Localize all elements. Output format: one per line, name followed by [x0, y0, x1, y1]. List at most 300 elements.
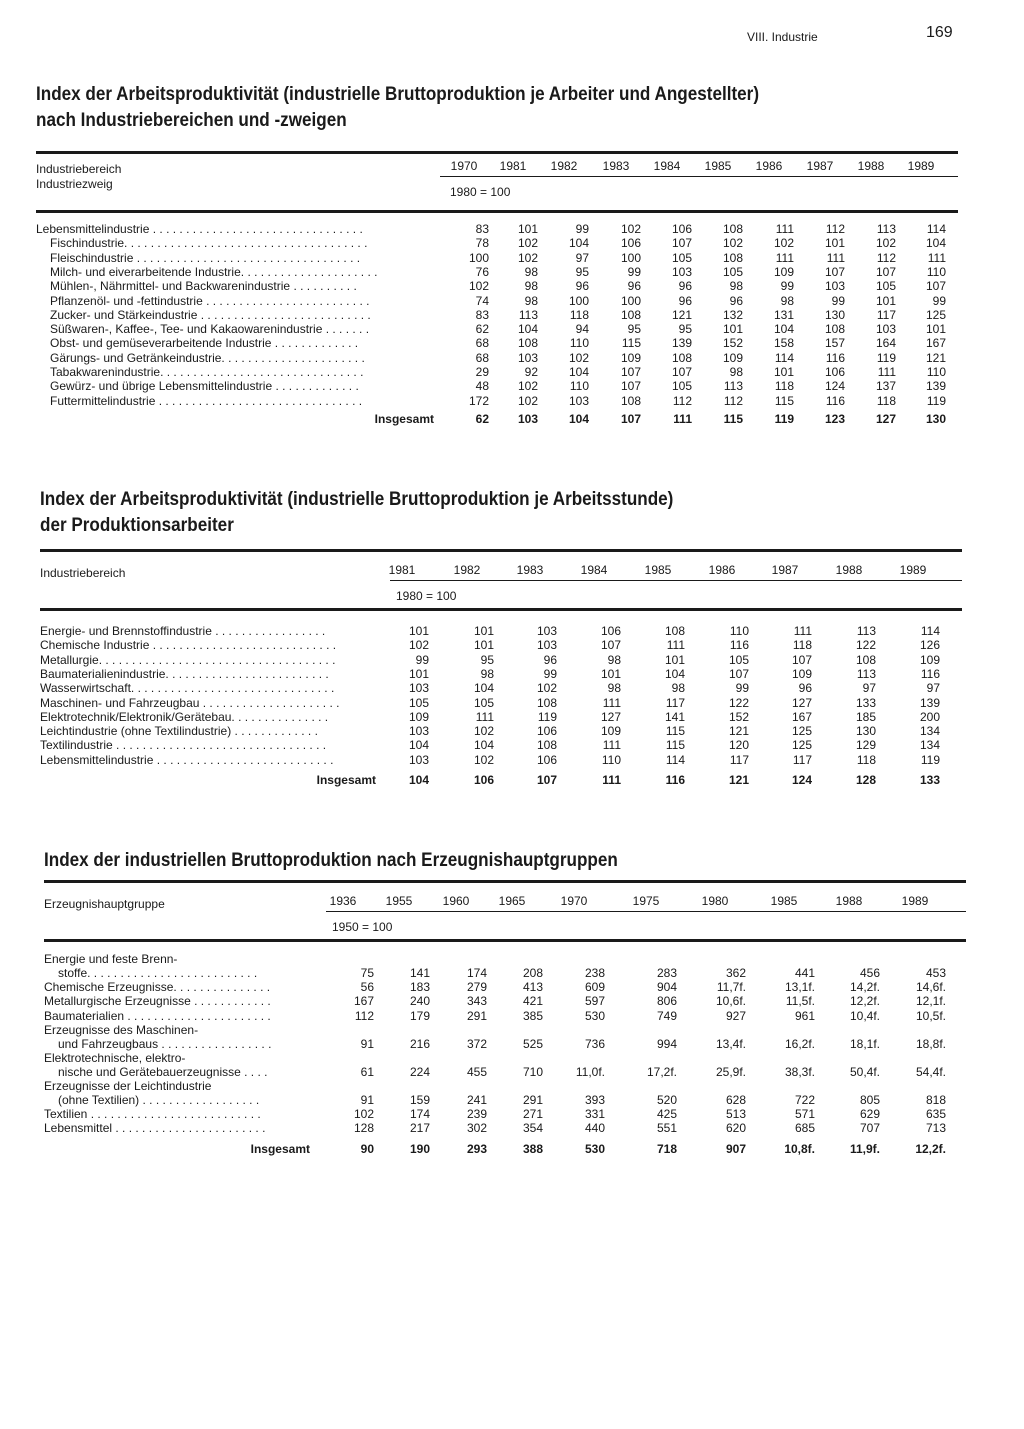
cell-value: 106 — [536, 752, 557, 767]
cell-value: 110 — [601, 752, 621, 767]
cell-value: 113 — [876, 222, 896, 236]
row-label: Metallurgie. . . . . . . . . . . . . . . . . . . . . . . . . . . . . . . . . . . . — [40, 652, 336, 667]
cell-value: 111 — [927, 250, 946, 265]
cell-value: 98 — [607, 681, 621, 696]
total-label: Insgesamt — [374, 411, 434, 426]
row-label: Lebensmittel . . . . . . . . . . . . . . . . . . . . . . . — [44, 1121, 266, 1136]
cell-value: 103 — [408, 752, 429, 767]
table-row — [40, 696, 962, 710]
cell-value: 98 — [524, 264, 538, 279]
cell-value: 101 — [875, 293, 896, 308]
cell-value: 111 — [602, 695, 621, 710]
cell-value: 571 — [794, 1106, 815, 1121]
cell-value: 112 — [354, 1008, 374, 1023]
total-value: 103 — [517, 411, 538, 426]
cell-value: 111 — [602, 738, 621, 753]
cell-value: 100 — [620, 250, 641, 265]
cell-value: 240 — [409, 994, 430, 1009]
cell-value: 133 — [855, 695, 876, 710]
year-header: 1988 — [835, 563, 863, 577]
cell-value: 101 — [473, 638, 494, 653]
row-label: Maschinen- und Fahrzeugbau . . . . . . . . . . . . . . . . . . . . . — [40, 695, 340, 710]
cell-value: 331 — [584, 1106, 605, 1121]
cell-value: 76 — [475, 264, 489, 279]
cell-value: 413 — [522, 980, 543, 994]
year-header: 1980 — [701, 894, 729, 908]
cell-value: 99 — [627, 264, 641, 279]
cell-value: 108 — [620, 393, 641, 408]
cell-value: 29 — [475, 365, 489, 379]
cell-value: 116 — [729, 638, 749, 653]
table-row — [36, 236, 958, 250]
cell-value: 100 — [620, 293, 641, 308]
row-label: Lebensmittelindustrie . . . . . . . . . . . . . . . . . . . . . . . . . . . — [40, 752, 334, 767]
cell-value: 102 — [408, 638, 429, 653]
cell-value: 104 — [517, 322, 538, 337]
cell-value: 113 — [518, 307, 538, 322]
row-label: Textilindustrie . . . . . . . . . . . . . . . . . . . . . . . . . . . . . . . . — [40, 738, 327, 753]
table-row — [44, 1051, 966, 1079]
cell-value: 107 — [600, 638, 621, 653]
total-value: 104 — [408, 773, 429, 787]
year-header: 1989 — [907, 159, 935, 173]
cell-value: 425 — [656, 1106, 677, 1121]
cell-value: 103 — [408, 681, 429, 696]
cell-value: 100 — [568, 293, 589, 308]
table-row — [36, 365, 958, 379]
year-header: 1983 — [602, 159, 630, 173]
cell-value: 96 — [543, 652, 557, 667]
cell-value: 102 — [468, 279, 489, 294]
year-header: 1987 — [771, 563, 799, 577]
cell-value: 12,1f. — [915, 994, 946, 1009]
cell-value: 421 — [522, 994, 543, 1009]
cell-value: 102 — [517, 393, 538, 408]
year-header: 1936 — [329, 894, 357, 908]
table-row — [36, 279, 958, 293]
row-label: Gewürz- und übrige Lebensmittelindustrie . . . . . . . . . . . . . — [50, 379, 359, 394]
cell-value: 101 — [664, 652, 685, 667]
table-row — [36, 294, 958, 308]
cell-value: 130 — [855, 724, 876, 739]
year-header: 1975 — [632, 894, 660, 908]
cell-value: 117 — [792, 752, 812, 767]
cell-value: 620 — [725, 1121, 746, 1136]
cell-value: 131 — [773, 307, 794, 322]
cell-value: 158 — [773, 336, 794, 351]
cell-value: 101 — [517, 222, 538, 236]
year-header: 1983 — [516, 563, 544, 577]
cell-value: 302 — [466, 1121, 487, 1136]
cell-value: 115 — [774, 393, 794, 408]
cell-value: 96 — [627, 279, 641, 294]
cell-value: 98 — [524, 279, 538, 294]
cell-value: 96 — [678, 293, 692, 308]
total-value: 127 — [875, 411, 896, 426]
table-gross-production — [44, 848, 966, 1182]
table-row — [44, 1121, 966, 1135]
cell-value: 99 — [932, 293, 946, 308]
cell-value: 103 — [517, 350, 538, 365]
cell-value: 97 — [926, 681, 940, 696]
year-header: 1984 — [580, 563, 608, 577]
total-value: 123 — [824, 411, 845, 426]
year-header: 1981 — [499, 159, 527, 173]
cell-value: 104 — [925, 236, 946, 251]
base-year-note: 1950 = 100 — [332, 920, 393, 934]
cell-value: 152 — [722, 336, 743, 351]
year-header: 1984 — [653, 159, 681, 173]
row-label-cont: nische und Gerätebauerzeugnisse . . . . — [58, 1064, 268, 1079]
year-header: 1981 — [388, 563, 416, 577]
table-row — [40, 710, 962, 724]
cell-value: 106 — [671, 222, 692, 236]
total-value: 115 — [723, 411, 743, 426]
cell-value: 628 — [725, 1092, 746, 1107]
cell-value: 116 — [920, 666, 940, 681]
table-row — [40, 624, 962, 638]
cell-value: 239 — [466, 1106, 487, 1121]
cell-value: 108 — [722, 222, 743, 236]
cell-value: 685 — [794, 1121, 815, 1136]
total-value: 12,2f. — [915, 1141, 946, 1156]
total-value: 107 — [536, 773, 557, 787]
cell-value: 291 — [522, 1092, 543, 1107]
cell-value: 141 — [664, 709, 685, 724]
cell-value: 105 — [671, 379, 692, 394]
cell-value: 54,4f. — [915, 1064, 946, 1079]
year-header: 1987 — [806, 159, 834, 173]
cell-value: 635 — [925, 1106, 946, 1121]
cell-value: 134 — [919, 724, 940, 739]
row-label: Süßwaren-, Kaffee-, Tee- und Kakaowarenindustrie . . . . . . . — [50, 322, 370, 337]
table-body — [44, 942, 966, 1182]
cell-value: 102 — [773, 236, 794, 251]
cell-value: 103 — [536, 638, 557, 653]
cell-value: 68 — [475, 350, 489, 365]
cell-value: 83 — [475, 222, 489, 236]
row-label: Gärungs- und Getränkeindustrie. . . . . . . . . . . . . . . . . . . . . . — [50, 350, 365, 365]
cell-value: 137 — [875, 379, 896, 394]
row-label: Erzeugnisse der Leichtindustrie — [44, 1078, 212, 1093]
cell-value: 108 — [664, 624, 685, 638]
cell-value: 393 — [584, 1092, 605, 1107]
cell-value: 11,0f. — [575, 1064, 605, 1079]
cell-value: 119 — [876, 350, 896, 365]
cell-value: 102 — [517, 379, 538, 394]
total-value: 293 — [466, 1141, 487, 1156]
cell-value: 710 — [522, 1064, 543, 1079]
cell-value: 453 — [925, 966, 946, 980]
cell-value: 48 — [475, 379, 489, 394]
cell-value: 105 — [875, 279, 896, 294]
cell-value: 61 — [360, 1064, 374, 1079]
base-year-note: 1980 = 100 — [396, 589, 457, 603]
cell-value: 105 — [473, 695, 494, 710]
cell-value: 115 — [665, 724, 685, 739]
cell-value: 98 — [729, 365, 743, 379]
cell-value: 994 — [656, 1036, 677, 1051]
table-row — [40, 681, 962, 695]
cell-value: 128 — [353, 1121, 374, 1136]
cell-value: 105 — [408, 695, 429, 710]
cell-value: 102 — [536, 681, 557, 696]
total-row — [36, 412, 958, 426]
cell-value: 98 — [607, 652, 621, 667]
table-title: Index der Arbeitsproduktivität (industrielle Bruttoproduktion je Arbeitsstunde) — [40, 489, 674, 510]
cell-value: 117 — [876, 307, 896, 322]
cell-value: 104 — [408, 738, 429, 753]
table-row — [40, 667, 962, 681]
cell-value: 200 — [919, 709, 940, 724]
chapter-heading: VIII. Industrie — [747, 30, 818, 44]
cell-value: 279 — [466, 980, 487, 994]
cell-value: 372 — [466, 1036, 487, 1051]
cell-value: 107 — [728, 666, 749, 681]
header-divider — [326, 911, 966, 912]
cell-value: 134 — [919, 738, 940, 753]
cell-value: 104 — [664, 666, 685, 681]
total-label: Insgesamt — [316, 773, 376, 787]
cell-value: 101 — [473, 624, 494, 638]
cell-value: 107 — [925, 279, 946, 294]
cell-value: 129 — [855, 738, 876, 753]
year-header: 1985 — [644, 563, 672, 577]
cell-value: 110 — [926, 264, 946, 279]
cell-value: 103 — [824, 279, 845, 294]
cell-value: 18,8f. — [915, 1036, 946, 1051]
cell-value: 385 — [522, 1008, 543, 1023]
cell-value: 104 — [568, 365, 589, 379]
total-label: Insgesamt — [250, 1141, 310, 1156]
total-value: 124 — [791, 773, 812, 787]
cell-value: 927 — [725, 1008, 746, 1023]
cell-value: 102 — [517, 236, 538, 251]
cell-value: 91 — [360, 1036, 374, 1051]
cell-value: 101 — [773, 365, 794, 379]
cell-value: 127 — [600, 709, 621, 724]
cell-value: 109 — [600, 724, 621, 739]
cell-value: 121 — [925, 350, 946, 365]
cell-value: 224 — [409, 1064, 430, 1079]
cell-value: 96 — [575, 279, 589, 294]
cell-value: 14,6f. — [915, 980, 946, 994]
cell-value: 98 — [729, 279, 743, 294]
cell-value: 185 — [855, 709, 876, 724]
total-row — [44, 1142, 966, 1156]
cell-value: 183 — [409, 980, 430, 994]
cell-value: 105 — [728, 652, 749, 667]
cell-value: 101 — [824, 236, 845, 251]
cell-value: 106 — [824, 365, 845, 379]
cell-value: 50,4f. — [849, 1064, 880, 1079]
year-header: 1982 — [453, 563, 481, 577]
cell-value: 110 — [569, 379, 589, 394]
cell-value: 805 — [859, 1092, 880, 1107]
cell-value: 108 — [671, 350, 692, 365]
table-row — [36, 322, 958, 336]
table-row — [36, 222, 958, 236]
total-value: 62 — [475, 411, 489, 426]
cell-value: 109 — [408, 709, 429, 724]
cell-value: 25,9f. — [715, 1064, 746, 1079]
cell-value: 749 — [656, 1008, 677, 1023]
total-value: 190 — [409, 1141, 430, 1156]
cell-value: 111 — [793, 624, 812, 638]
cell-value: 114 — [665, 752, 685, 767]
year-header: 1960 — [442, 894, 470, 908]
table-row — [40, 638, 962, 652]
cell-value: 139 — [671, 336, 692, 351]
cell-value: 102 — [517, 250, 538, 265]
cell-value: 127 — [791, 695, 812, 710]
cell-value: 124 — [824, 379, 845, 394]
cell-value: 722 — [794, 1092, 815, 1107]
base-year-note: 1980 = 100 — [450, 185, 511, 199]
cell-value: 120 — [728, 738, 749, 753]
cell-value: 10,4f. — [849, 1008, 880, 1023]
row-label-cont: (ohne Textilien) . . . . . . . . . . . . . . . . . . — [58, 1092, 260, 1107]
cell-value: 104 — [473, 738, 494, 753]
cell-value: 115 — [621, 336, 641, 351]
cell-value: 95 — [480, 652, 494, 667]
cell-value: 121 — [728, 724, 749, 739]
cell-value: 118 — [856, 752, 876, 767]
cell-value: 104 — [473, 681, 494, 696]
total-row — [40, 773, 962, 787]
year-header: 1955 — [385, 894, 413, 908]
row-label: Wasserwirtschaft. . . . . . . . . . . . . . . . . . . . . . . . . . . . . . . — [40, 681, 335, 696]
cell-value: 107 — [620, 365, 641, 379]
table-row — [40, 653, 962, 667]
cell-value: 112 — [672, 393, 692, 408]
cell-value: 74 — [475, 293, 489, 308]
total-value: 10,8f. — [784, 1141, 815, 1156]
total-value: 119 — [774, 411, 794, 426]
total-value: 133 — [919, 773, 940, 787]
cell-value: 174 — [409, 1106, 430, 1121]
cell-value: 114 — [926, 222, 946, 236]
cell-value: 111 — [475, 709, 494, 724]
cell-value: 513 — [725, 1106, 746, 1121]
cell-value: 164 — [875, 336, 896, 351]
cell-value: 112 — [876, 250, 896, 265]
year-header: 1988 — [835, 894, 863, 908]
cell-value: 456 — [859, 966, 880, 980]
cell-value: 113 — [856, 624, 876, 638]
cell-value: 99 — [575, 222, 589, 236]
cell-value: 139 — [919, 695, 940, 710]
row-label: Futtermittelindustrie . . . . . . . . . . . . . . . . . . . . . . . . . . . . . . . — [50, 393, 363, 408]
row-label-cont: und Fahrzeugbaus . . . . . . . . . . . . . . . . . — [58, 1036, 272, 1051]
cell-value: 271 — [522, 1106, 543, 1121]
cell-value: 125 — [791, 738, 812, 753]
cell-value: 96 — [678, 279, 692, 294]
cell-value: 68 — [475, 336, 489, 351]
cell-value: 62 — [475, 322, 489, 337]
cell-value: 101 — [600, 666, 621, 681]
cell-value: 736 — [584, 1036, 605, 1051]
cell-value: 119 — [920, 752, 940, 767]
cell-value: 109 — [773, 264, 794, 279]
row-label: Elektrotechnische, elektro- — [44, 1050, 186, 1065]
cell-value: 38,3f. — [784, 1064, 815, 1079]
cell-value: 101 — [925, 322, 946, 337]
cell-value: 98 — [524, 293, 538, 308]
cell-value: 12,2f. — [849, 994, 880, 1009]
total-value: 718 — [656, 1141, 677, 1156]
cell-value: 102 — [875, 236, 896, 251]
total-value: 111 — [673, 411, 692, 426]
cell-value: 105 — [671, 250, 692, 265]
total-value: 116 — [665, 773, 685, 787]
cell-value: 104 — [568, 236, 589, 251]
year-header: 1970 — [560, 894, 588, 908]
table-row — [36, 379, 958, 393]
table-row — [36, 308, 958, 322]
row-label: Textilien . . . . . . . . . . . . . . . . . . . . . . . . . . — [44, 1106, 261, 1121]
cell-value: 117 — [729, 752, 749, 767]
year-header: 1989 — [901, 894, 929, 908]
cell-value: 106 — [620, 236, 641, 251]
cell-value: 98 — [780, 293, 794, 308]
cell-value: 118 — [774, 379, 794, 394]
cell-value: 107 — [671, 365, 692, 379]
table-row — [44, 994, 966, 1008]
cell-value: 354 — [522, 1121, 543, 1136]
cell-value: 108 — [722, 250, 743, 265]
table-row — [44, 980, 966, 994]
table-header — [44, 883, 966, 939]
row-label: Tabakwarenindustrie. . . . . . . . . . . . . . . . . . . . . . . . . . . . . . . — [50, 365, 364, 379]
cell-value: 98 — [480, 666, 494, 681]
total-value: 11,9f. — [849, 1141, 880, 1156]
cell-value: 109 — [919, 652, 940, 667]
cell-value: 102 — [473, 752, 494, 767]
cell-value: 122 — [728, 695, 749, 710]
cell-value: 119 — [537, 709, 557, 724]
cell-value: 103 — [671, 264, 692, 279]
cell-value: 707 — [859, 1121, 880, 1136]
cell-value: 111 — [666, 638, 685, 653]
header-divider — [390, 580, 962, 581]
cell-value: 103 — [875, 322, 896, 337]
table-labor-productivity-hours — [40, 487, 962, 811]
total-value: 121 — [728, 773, 749, 787]
table-row — [44, 1079, 966, 1107]
cell-value: 95 — [627, 322, 641, 337]
total-value: 907 — [725, 1141, 746, 1156]
cell-value: 217 — [409, 1121, 430, 1136]
table-row — [44, 952, 966, 980]
cell-value: 95 — [678, 322, 692, 337]
cell-value: 609 — [584, 980, 605, 994]
row-label: Obst- und gemüseverarbeitende Industrie . . . . . . . . . . . . . — [50, 336, 359, 351]
cell-value: 116 — [825, 350, 845, 365]
cell-value: 17,2f. — [646, 1064, 677, 1079]
cell-value: 111 — [826, 250, 845, 265]
cell-value: 78 — [475, 236, 489, 251]
cell-value: 152 — [728, 709, 749, 724]
cell-value: 121 — [671, 307, 692, 322]
page-header — [0, 24, 1024, 48]
cell-value: 139 — [925, 379, 946, 394]
row-label: Baumaterialienindustrie. . . . . . . . . . . . . . . . . . . . . . . . . — [40, 666, 329, 681]
table-title-line2: der Produktionsarbeiter — [40, 515, 234, 536]
table-title-line2: nach Industriebereichen und -zweigen — [36, 110, 347, 131]
row-label: Milch- und eiverarbeitende Industrie. . . . . . . . . . . . . . . . . . . . . — [50, 264, 378, 279]
year-header: 1988 — [857, 159, 885, 173]
